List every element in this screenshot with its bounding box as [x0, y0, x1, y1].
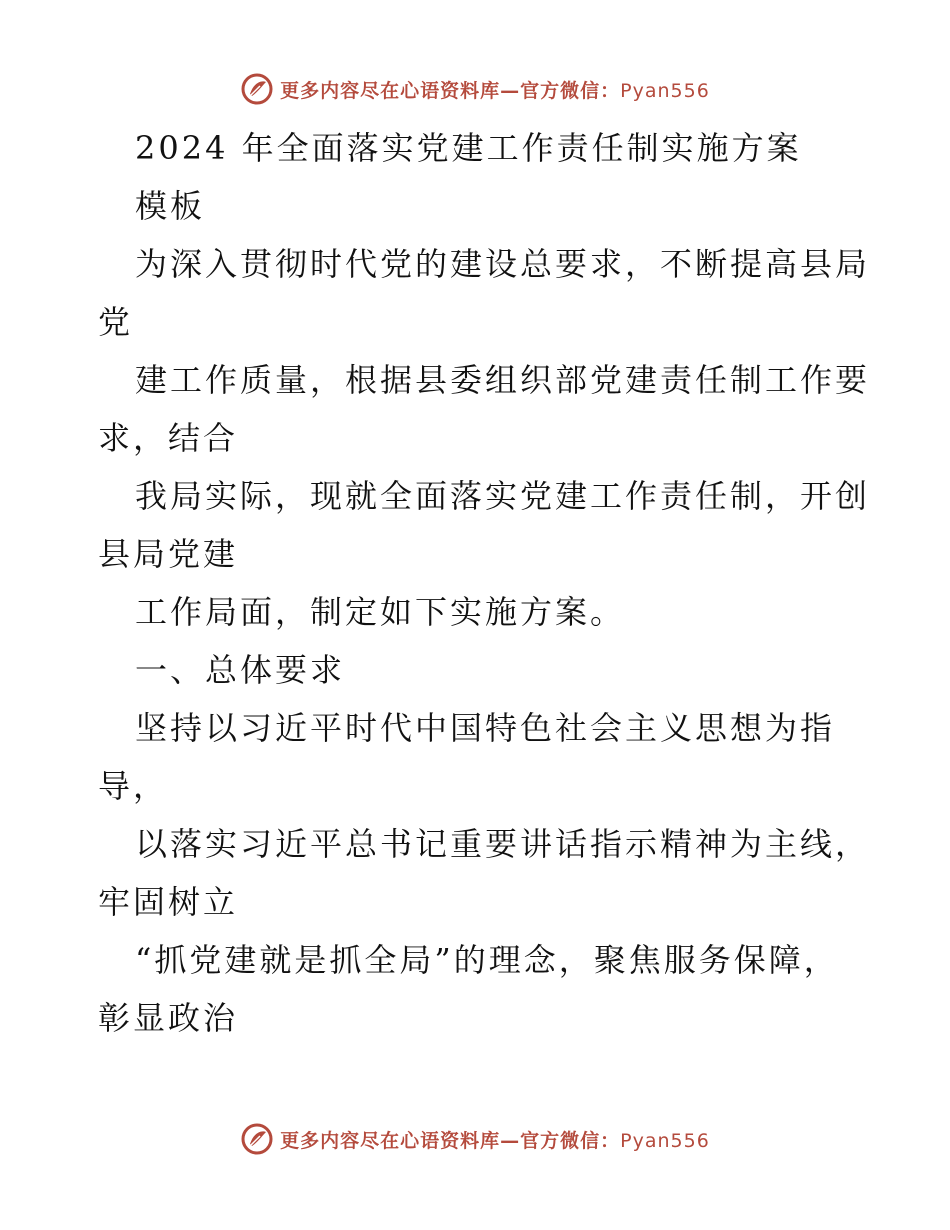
paragraph-line: 导，	[98, 767, 169, 805]
leaf-seal-icon	[240, 1122, 274, 1156]
paragraph-line: 党	[98, 303, 134, 341]
paragraph-line: 以落实习近平总书记重要讲话指示精神为主线，	[135, 825, 871, 863]
paragraph-line: 牢固树立	[98, 883, 239, 921]
header-watermark	[0, 72, 950, 106]
paragraph-line: 工作局面，制定如下实施方案。	[135, 593, 626, 631]
paragraph-line: 坚持以习近平时代中国特色社会主义思想为指	[135, 709, 836, 747]
title-line-1: 2024 年全面落实党建工作责任制实施方案	[135, 129, 802, 167]
paragraph-line: 我局实际，现就全面落实党建工作责任制，开创	[135, 477, 871, 515]
paragraph-line: 为深入贯彻时代党的建设总要求，不断提高县局	[135, 245, 871, 283]
title-line-2: 模板	[135, 187, 206, 225]
watermark-text: 更多内容尽在心语资料库—官方微信：Pyan556	[280, 1129, 710, 1152]
leaf-seal-icon	[240, 72, 274, 106]
section-heading: 一、总体要求	[135, 651, 346, 689]
paragraph-line: 彰显政治	[98, 999, 239, 1037]
watermark-text: 更多内容尽在心语资料库—官方微信：Pyan556	[280, 79, 710, 102]
paragraph-line: “抓党建就是抓全局”的理念，聚焦服务保障，	[135, 941, 839, 979]
footer-watermark	[0, 1122, 950, 1156]
paragraph-line: 求，结合	[98, 419, 239, 457]
paragraph-line: 建工作质量，根据县委组织部党建责任制工作要	[135, 361, 871, 399]
paragraph-line: 县局党建	[98, 535, 239, 573]
